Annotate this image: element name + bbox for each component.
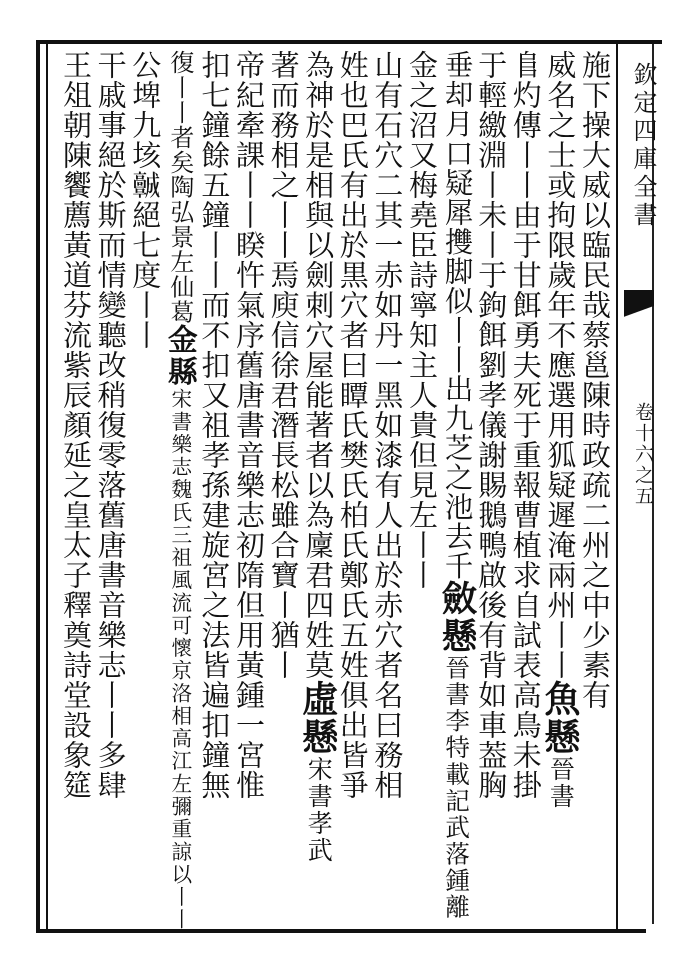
column-text: 威名之士或拘限歲年不應選用狐疑遲淹兩州丨丨 (543, 50, 578, 680)
column-text: 施下操大威以臨民哉蔡邕陳時政疏二州之中少素有 (578, 50, 612, 710)
frame-left-border (36, 40, 40, 933)
text-column (471, 50, 511, 800)
text-column (575, 50, 615, 710)
frame-bottom-border (36, 929, 646, 933)
column-text: 山有石穴二其一赤如丹一黑如漆有人出於赤穴者名曰務相 (370, 50, 405, 800)
margin-book-title: 欽定四庫全書 (629, 62, 657, 230)
text-column (540, 50, 580, 810)
inner-right-rule (616, 44, 618, 929)
text-column (506, 50, 546, 800)
inner-left-rule (46, 44, 48, 929)
text-column (125, 50, 165, 350)
text-column (56, 50, 96, 800)
source-note: 宋書樂志魏氏三祖風流可懷京洛相高江左彌重諒以丨丨 (167, 387, 192, 931)
entry-heading: 魚懸 (538, 680, 581, 756)
margin-volume-label: 卷十六之五 (632, 402, 654, 507)
text-column (298, 50, 338, 864)
column-text: 金之沼又梅堯臣詩寧知主人貴但見左丨丨 (405, 50, 439, 590)
column-text: 帝紀牽課丨丨睽忤氣序舊唐書音樂志初隋但用黃鍾一宮惟 (232, 50, 266, 800)
column-text: 垂却月口疑犀㩳脚似丨丨出九芝之池去千 (440, 50, 474, 581)
column-text: 𨸏灼傳丨丨由于甘餌勇夫死于重報曹植求自試表高鳥未掛 (508, 50, 543, 800)
source-note: 宋書孝武 (304, 756, 334, 864)
frame-top-border (36, 40, 662, 44)
text-column (91, 50, 131, 800)
text-column (264, 50, 304, 680)
text-column (402, 50, 442, 590)
column-text: 于輕繳淵丨未丨于鉤餌劉孝儀謝賜鵝鴨啟後有背如車葢胸 (474, 50, 509, 800)
column-text: 姓也巴氏有出於黒穴者曰瞫氏樊氏柏氏鄭氏五姓俱出皆爭 (335, 50, 370, 800)
column-text: 著而務相之丨丨焉庾信徐君潛長松雖合寶丨猶丨 (266, 50, 301, 680)
column-text: 公埤九垓𩫨絕七度丨丨 (128, 50, 163, 350)
entry-heading: 金縣 (162, 324, 198, 388)
column-text: 扣七鐘餘五鐘丨丨而不扣又祖孝孫建旋宮之法皆遍扣鐘無 (197, 50, 232, 800)
column-text: 復丨丨者矣陶弘景左仙葛 (165, 50, 194, 325)
column-text: 為神於是相與以劍刺穴屋能著者以為廩君四姓莫 (301, 50, 336, 680)
fish-tail-mark (624, 290, 654, 338)
text-column (437, 50, 477, 921)
entry-heading: 虛懸 (296, 680, 339, 756)
text-column (160, 50, 200, 931)
entry-heading: 斂懸 (436, 580, 478, 656)
column-text: 干戚事絕於斯而情變聽改稍復零落舊唐書音樂志丨丨多肆 (93, 50, 128, 800)
text-column (229, 50, 269, 800)
text-column (194, 50, 234, 800)
column-text: 王俎朝陳饗薦黃道芬流紫辰顏延之皇太子釋奠詩堂設象筵 (59, 50, 93, 800)
source-note: 晉書 (546, 756, 576, 810)
text-column (367, 50, 407, 800)
source-note: 晉書李特載記武落鍾離 (442, 655, 472, 921)
